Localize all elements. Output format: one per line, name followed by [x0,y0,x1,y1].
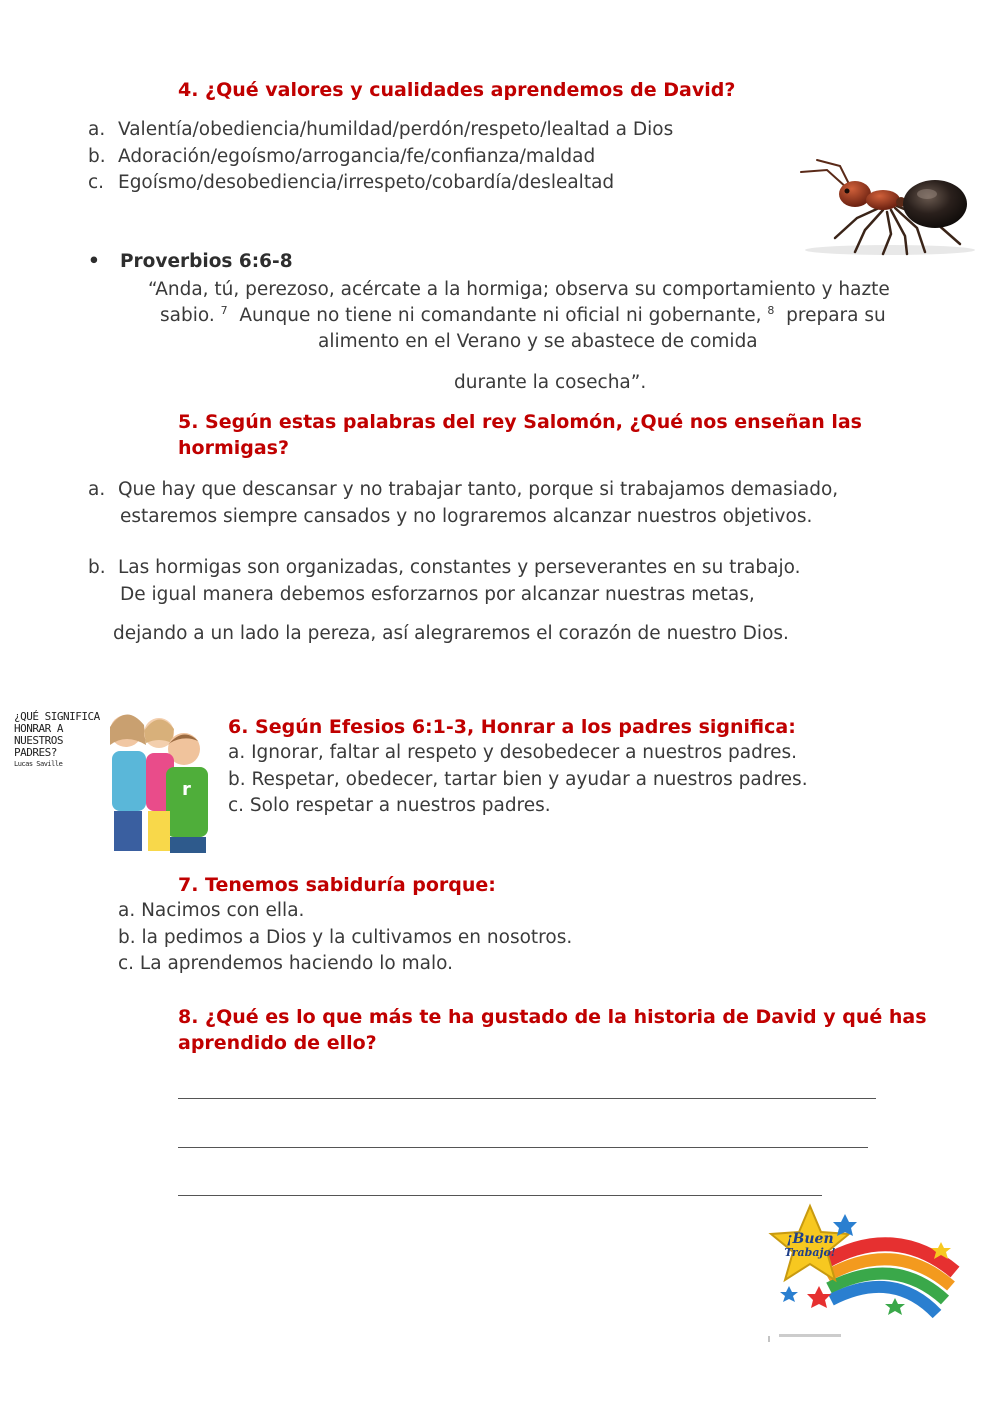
image-caption-line: HONRAR A [14,722,63,735]
option-6b[interactable]: b. Respetar, obedecer, tartar bien y ayudar a nuestros padres. [228,768,808,790]
quote-fragment: Aunque no tiene ni comandante ni oficial ni gobernante, [239,305,762,326]
proverbs-reference: Proverbios 6:6-8 [120,251,293,272]
option-text: Valentía/obediencia/humildad/perdón/respeto/lealtad a Dios [118,119,674,140]
question-8-title-line1: 8. ¿Qué es lo que más te ha gustado de la historia de David y qué has [178,1006,927,1028]
image-caption-line: ¿QUÉ SIGNIFICA [14,710,100,723]
question-4-options [88,117,673,197]
question-5-title-line1: 5. Según estas palabras del rey Salomón, ¿Qué nos enseñan las [178,411,862,433]
option-label: b. [88,557,106,578]
answer-line-3[interactable] [178,1195,822,1196]
ant-illustration [795,158,985,258]
question-5-title-line2: hormigas? [178,437,290,459]
option-4a[interactable] [88,117,673,144]
verse-number-7: 7 [220,303,228,317]
option-7a[interactable]: a. Nacimos con ella. [118,900,305,921]
option-label: a. [88,119,106,140]
honor-parents-image [14,693,220,855]
quote-fragment: sabio. [160,305,215,326]
option-6c[interactable]: c. Solo respetar a nuestros padres. [228,795,551,816]
option-7b[interactable]: b. la pedimos a Dios y la cultivamos en nosotros. [118,926,573,948]
proverbs-reference-line [88,249,293,276]
quote-fragment: prepara su [786,305,886,326]
badge-text-line2: Trabajo! [784,1246,836,1259]
question-8-title-line2: aprendido de ello? [178,1032,377,1054]
question-7-options [118,898,572,978]
option-6a[interactable]: a. Ignorar, faltar al respeto y desobedecer a nuestros padres. [228,742,797,763]
option-text-line2: De igual manera debemos esforzarnos por alcanzar nuestras metas, [120,583,755,605]
good-job-badge [765,1202,965,1342]
option-text: Egoísmo/desobediencia/irrespeto/cobardía/deslealtad [118,172,615,193]
question-6-options [228,740,808,820]
proverbs-quote-line4: durante la cosecha”. [454,372,647,393]
option-4b[interactable] [88,144,673,171]
image-caption-author: Lucas Saville [14,760,63,768]
image-caption [14,711,104,769]
answer-line-2[interactable] [178,1147,868,1148]
option-5b[interactable] [88,555,800,608]
question-8-title [178,1004,927,1056]
option-text-line1: Las hormigas son organizadas, constantes y perseverantes en su trabajo. [118,557,801,578]
question-5-title [178,409,862,461]
option-text-line1: Que hay que descansar y no trabajar tanto, porque si trabajamos demasiado, [118,479,839,500]
svg-text:r: r [182,779,191,800]
proverbs-quote-line3: alimento en el Verano y se abastece de comida [318,331,758,352]
option-7c[interactable]: c. La aprendemos haciendo lo malo. [118,953,453,974]
rainbow-star-icon [765,1202,965,1342]
option-5b-line3: dejando a un lado la pereza, así alegraremos el corazón de nuestro Dios. [113,623,789,644]
option-5a[interactable] [88,477,838,530]
option-label: c. [88,172,105,193]
answer-line-1[interactable] [178,1098,876,1099]
proverbs-quote-line2 [160,303,886,330]
option-text: Adoración/egoísmo/arrogancia/fe/confianza/maldad [118,145,596,167]
question-4-title: 4. ¿Qué valores y cualidades aprendemos de David? [178,79,736,101]
proverbs-quote-line1: “Anda, tú, perezoso, acércate a la hormiga; observa su comportamiento y hazte [148,279,890,300]
option-4c[interactable] [88,170,673,197]
option-label: b. [88,145,106,167]
option-text-line2: estaremos siempre cansados y no lograremos alcanzar nuestros objetivos. [120,505,813,527]
question-7-title: 7. Tenemos sabiduría porque: [178,874,496,896]
image-caption-line: NUESTROS PADRES? [14,734,63,759]
option-label: a. [88,479,106,500]
question-6-title: 6. Según Efesios 6:1-3, Honrar a los padres significa: [228,716,796,738]
badge-text [775,1232,845,1260]
badge-text-line1: ¡Buen [786,1231,834,1247]
bullet-icon: • [88,251,100,272]
verse-number-8: 8 [767,303,775,317]
